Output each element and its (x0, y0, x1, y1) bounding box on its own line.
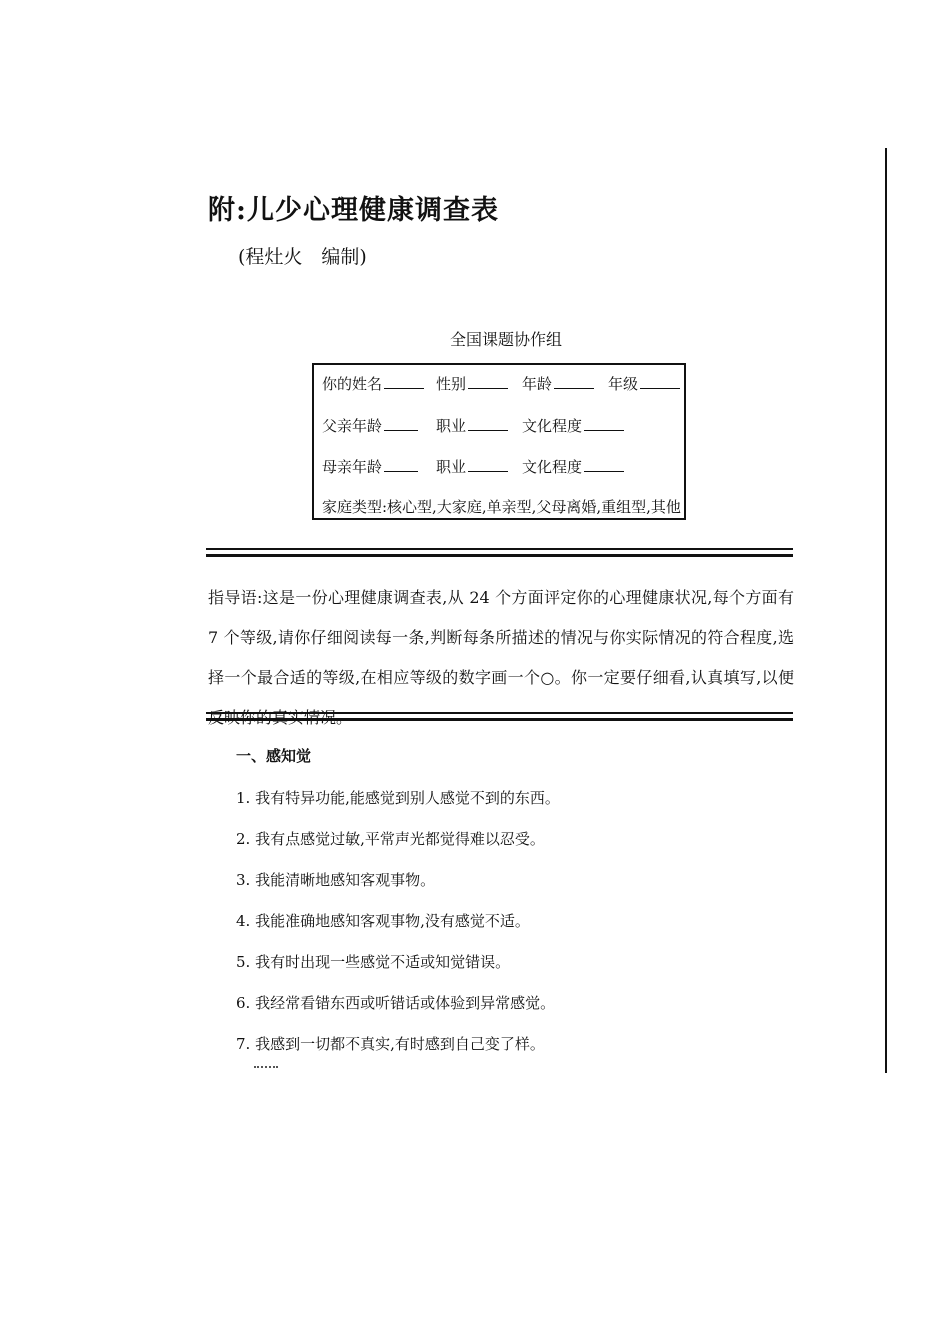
gender-field[interactable] (436, 373, 508, 394)
list-item: 7. 我感到一切都不真实,有时感到自己变了样。 (236, 1035, 545, 1053)
father-job-blank[interactable] (468, 416, 508, 431)
father-age-blank[interactable] (384, 416, 418, 431)
age-field[interactable] (522, 373, 594, 394)
age-blank[interactable] (554, 374, 594, 389)
father-job-field[interactable] (436, 415, 508, 436)
item-list (236, 787, 560, 1074)
divider-top (206, 548, 793, 557)
page-edge-rule (885, 148, 887, 1073)
gender-blank[interactable] (468, 374, 508, 389)
list-item: 6. 我经常看错东西或听错话或体验到异常感觉。 (236, 994, 556, 1012)
father-age-field[interactable] (322, 415, 418, 436)
page-title: 附:儿少心理健康调查表 (208, 195, 499, 226)
mother-job-field[interactable] (436, 456, 508, 477)
name-label: 你的姓名 (322, 375, 383, 393)
mother-job-label: 职业 (436, 458, 467, 476)
father-job-label: 职业 (436, 417, 467, 435)
mother-edu-field[interactable] (522, 456, 624, 477)
instructions-text: 指导语:这是一份心理健康调查表,从 24 个方面评定你的心理健康状况,每个方面有 7 个等级,请你仔细阅读每一条,判断每条所描述的情况与你实际情况的符合程度,选择一个最合适的等级,在相应等级的数字画一个○。你一定要仔细看,认真填写,以便反映你的真实情况。 (208, 588, 794, 727)
name-blank[interactable] (384, 374, 424, 389)
personal-info-box (312, 363, 686, 520)
cutoff-mark (254, 1066, 278, 1074)
father-edu-blank[interactable] (584, 416, 624, 431)
name-field[interactable] (322, 373, 424, 394)
list-item: 5. 我有时出现一些感觉不适或知觉错误。 (236, 953, 511, 971)
list-item: 1. 我有特异功能,能感觉到别人感觉不到的东西。 (236, 789, 560, 807)
divider-bottom (206, 712, 793, 721)
list-item: 2. 我有点感觉过敏,平常声光都觉得难以忍受。 (236, 830, 545, 848)
father-age-label: 父亲年龄 (322, 417, 383, 435)
gender-label: 性别 (436, 375, 467, 393)
father-edu-field[interactable] (522, 415, 624, 436)
grade-field[interactable] (608, 373, 680, 394)
family-type-line[interactable]: 家庭类型:核心型,大家庭,单亲型,父母离婚,重组型,其他 (322, 498, 681, 516)
mother-age-blank[interactable] (384, 457, 418, 472)
grade-label: 年级 (608, 375, 639, 393)
author-line: (程灶火 编制) (238, 246, 367, 268)
mother-age-label: 母亲年龄 (322, 458, 383, 476)
group-name: 全国课题协作组 (450, 330, 563, 349)
mother-edu-label: 文化程度 (522, 458, 583, 476)
mother-age-field[interactable] (322, 456, 418, 477)
list-item: 4. 我能准确地感知客观事物,没有感觉不适。 (236, 912, 530, 930)
father-edu-label: 文化程度 (522, 417, 583, 435)
grade-blank[interactable] (640, 374, 680, 389)
age-label: 年龄 (522, 375, 553, 393)
mother-edu-blank[interactable] (584, 457, 624, 472)
section-heading: 一、感知觉 (236, 747, 312, 765)
mother-job-blank[interactable] (468, 457, 508, 472)
list-item: 3. 我能清晰地感知客观事物。 (236, 871, 436, 889)
